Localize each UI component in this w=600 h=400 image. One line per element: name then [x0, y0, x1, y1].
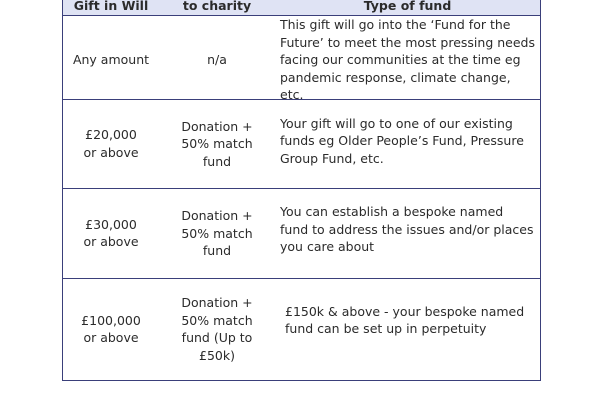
- table-row: [63, 16, 540, 100]
- amount-cell: £30,000 or above: [83, 216, 139, 250]
- header-to-charity: to charity: [182, 0, 252, 13]
- charity-cell: Donation + 50% match fund: [181, 208, 253, 258]
- fund-description-cell: You can establish a bespoke named fund to address the issues and/or places you care about: [280, 204, 534, 254]
- charity-cell: n/a: [207, 52, 227, 67]
- table-row: [63, 100, 540, 190]
- amount-cell: £100,000 or above: [81, 312, 141, 346]
- table-row: [63, 279, 540, 382]
- charity-cell: Donation + 50% match fund: [181, 118, 253, 169]
- amount-cell: Any amount: [72, 52, 150, 67]
- fund-description-cell: This gift will go into the ‘Fund for the Future’ to meet the most pressing needs facing our communities at the time eg pandemic response, climate change, etc.: [280, 17, 535, 102]
- gift-table: [62, 0, 541, 381]
- table-row: [63, 189, 540, 279]
- amount-cell: £20,000 or above: [83, 127, 139, 160]
- fund-description-cell: £150k & above - your bespoke named fund can be set up in perpetuity: [285, 303, 525, 336]
- charity-cell: Donation + 50% match fund (Up to £50k): [181, 295, 253, 363]
- header-gift-in-will: Gift in Will: [73, 0, 149, 13]
- table-header: [63, 0, 540, 16]
- fund-description-cell: Your gift will go to one of our existing funds eg Older People’s Fund, Pressure Group Fund, etc.: [280, 115, 524, 166]
- header-type-of-fund: Type of fund: [363, 0, 452, 13]
